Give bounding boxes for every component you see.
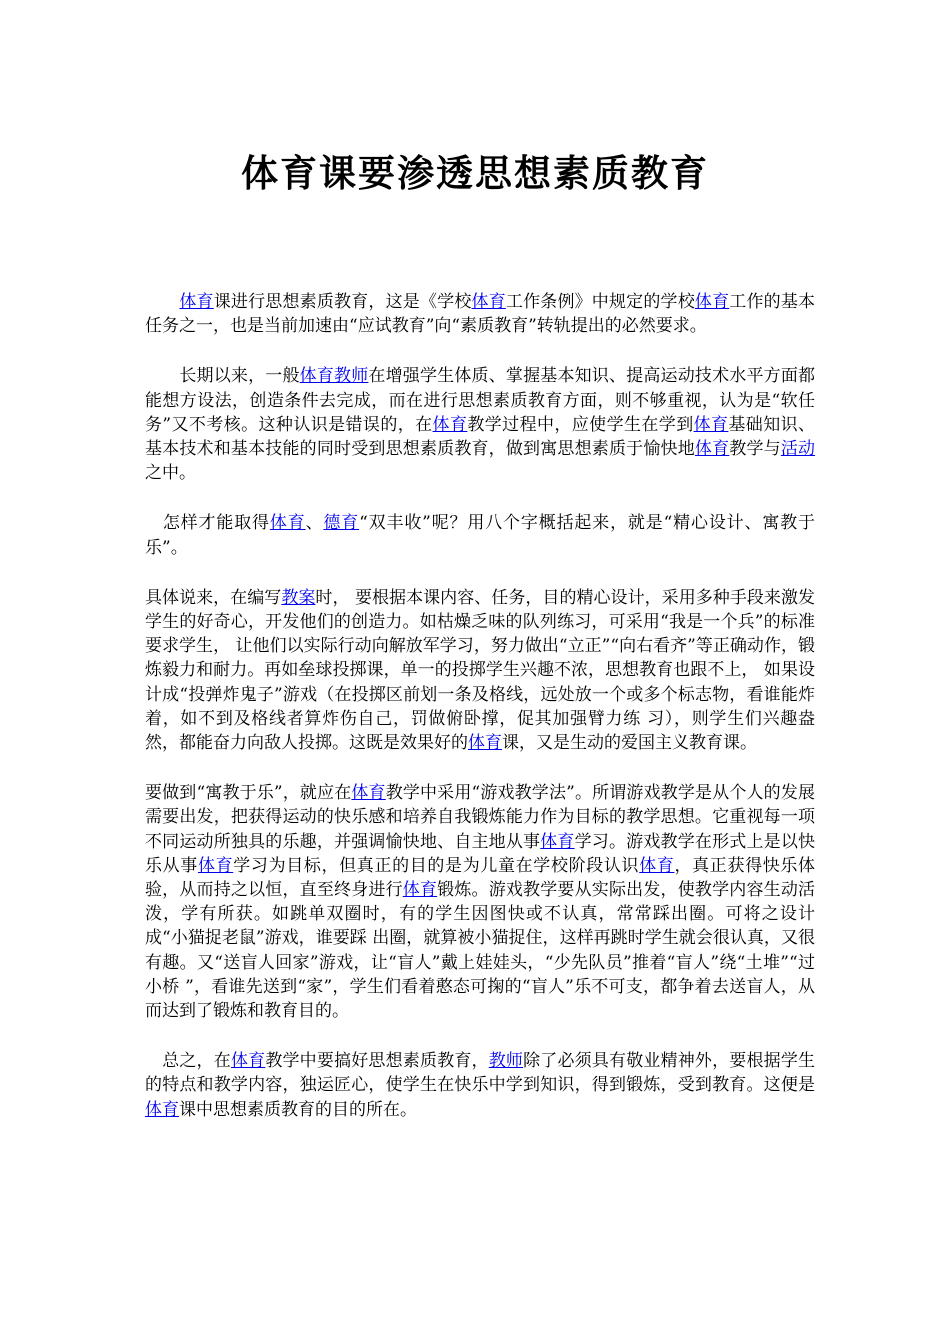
text-run: 基础知识、基本技术和基本技能的同时受到思想素质教育，做到寓思想素质于愉快地 xyxy=(145,414,816,460)
inline-link[interactable]: 体育 xyxy=(694,292,730,312)
text-run: 课进行思想素质教育，这是《学校 xyxy=(213,292,472,312)
paragraph-1 xyxy=(145,290,815,338)
text-run: 在增强学生体质、掌握基本知识、提高运动技术水平方面都能想方设法，创造条件去完成，而在进行思想素质教育方面，则不够重视，认为是“软任务”又不考核。这种认识是错误的，在 xyxy=(145,366,816,435)
inline-link[interactable]: 体育 xyxy=(197,855,234,876)
text-run: 学习。游戏教学在形式上是以快乐从事 xyxy=(145,831,816,876)
inline-link[interactable]: 体育 xyxy=(179,292,214,312)
inline-link[interactable]: 体育 xyxy=(230,1051,266,1072)
text-run: 工作的基本任务之一，也是当前加速由“应试教育”向“素质教育”转轨提出的必然要求。 xyxy=(145,292,816,337)
text-run: ，真正获得快乐体验，从而持之以恒，直至终身进行 xyxy=(145,855,816,901)
inline-link[interactable]: 体育 xyxy=(402,880,438,901)
text-run: 教学中采用“游戏教学法”。所谓游戏教学是从个人的发展需要出发，把获得运动的快乐感和培养自我锻炼能力作为目标的教学思想。它重视每一项不同运动所独具的乐趣，并强调愉快地、自主地从事 xyxy=(145,783,815,852)
text-run: 除了必须具有敬业精神外，要根据学生的特点和教学内容，独运匠心，使学生在快乐中学到知识，得到锻炼，受到教育。这便是 xyxy=(145,1051,816,1096)
text-run: 课，又是生动的爱国主义教育课。 xyxy=(502,733,757,754)
text-run: 具体说来，在编写 xyxy=(145,587,282,608)
paragraph-3 xyxy=(145,511,815,559)
inline-link[interactable]: 活动 xyxy=(780,439,816,460)
inline-link[interactable]: 教师 xyxy=(488,1051,524,1072)
inline-link[interactable]: 体育 xyxy=(639,855,675,876)
inline-link[interactable]: 体育 xyxy=(432,414,468,435)
paragraph-6 xyxy=(145,1049,815,1122)
inline-link[interactable]: 体育 xyxy=(468,733,502,754)
text-run: 课中思想素质教育的目的所在。 xyxy=(179,1099,417,1120)
text-run: 工作条例》中规定的学校 xyxy=(505,292,695,312)
text-run: 学习为目标，但真正的目的是为儿童在学校阶段认识 xyxy=(233,855,640,876)
text-run: 教学与 xyxy=(729,439,781,460)
text-run: 要做到“寓教于乐”，就应在 xyxy=(145,783,352,804)
text-run: 之中。 xyxy=(145,463,196,484)
text-run: 锻炼。游戏教学要从实际出发，使教学内容生动活泼，学有所获。如跳单双圈时，有的学生因图快或不认真，常常踩出圈。可将之设计成“小猫捉老鼠”游戏，谁要踩 出圈，就算被小猫捉住，这样再跳时学生就会很认真，又很有趣。又“送盲人回家”游戏，让“盲人”戴上娃娃头，“少先队员”推着“盲人”绕“土堆”“过小桥 ”，看谁先送到“家”，学生们看着憨态可掬的“盲人”乐不可支，都争着去送盲人，从而达到了锻炼和教育目的。 xyxy=(145,880,816,1022)
paragraph-2 xyxy=(145,364,815,485)
text-run: 教学中要搞好思想素质教育， xyxy=(265,1051,489,1072)
article-body xyxy=(145,290,815,1148)
text-run: “双丰收”呢？用八个字概括起来，就是“精心设计、寓教于乐”。 xyxy=(145,513,816,558)
inline-link[interactable]: 体育 xyxy=(471,292,506,312)
inline-link[interactable]: 体育 xyxy=(351,783,386,804)
inline-link[interactable]: 教案 xyxy=(281,587,316,608)
text-run: 总之，在 xyxy=(162,1051,231,1072)
text-run: 长期以来，一般 xyxy=(179,366,300,387)
text-run: 时， 要根据本课内容、任务，目的精心设计，采用多种手段来激发学生的好奇心，开发他们的创造力。如枯燥乏味的队列练习，可采用“我是一个兵”的标准要求学生， 让他们以实际行动向解放军学习，努力做出“立正”“向右看齐”等正确动作，锻炼毅力和耐力。再如垒球投掷课，单一的投掷学生兴趣不浓，思想教育也跟不上， 如果设计成“投弹炸鬼子”游戏（在投掷区前划一条及格线，远处放一个或多个标志物，看谁能炸着，如不到及格线者算炸伤自己，罚做俯卧撑，促其加强臂力练 习），则学生们兴趣盎然，都能奋力向敌人投掷。这既是效果好的 xyxy=(145,587,816,754)
paragraph-5 xyxy=(145,781,815,1023)
inline-link[interactable]: 体育 xyxy=(694,439,730,460)
text-run: 教学过程中，应使学生在学到 xyxy=(467,414,694,435)
text-run: 、 xyxy=(305,513,324,534)
text-run: 怎样才能取得 xyxy=(162,513,270,534)
inline-link[interactable]: 体育 xyxy=(145,1099,179,1120)
inline-link[interactable]: 体育 xyxy=(269,513,306,534)
page-title: 体育课要渗透思想素质教育 xyxy=(241,150,709,195)
inline-link[interactable]: 德育 xyxy=(323,513,360,534)
inline-link[interactable]: 体育 xyxy=(540,831,575,852)
paragraph-4 xyxy=(145,586,815,755)
inline-link[interactable]: 体育 xyxy=(693,414,729,435)
inline-link[interactable]: 体育教师 xyxy=(299,366,369,387)
